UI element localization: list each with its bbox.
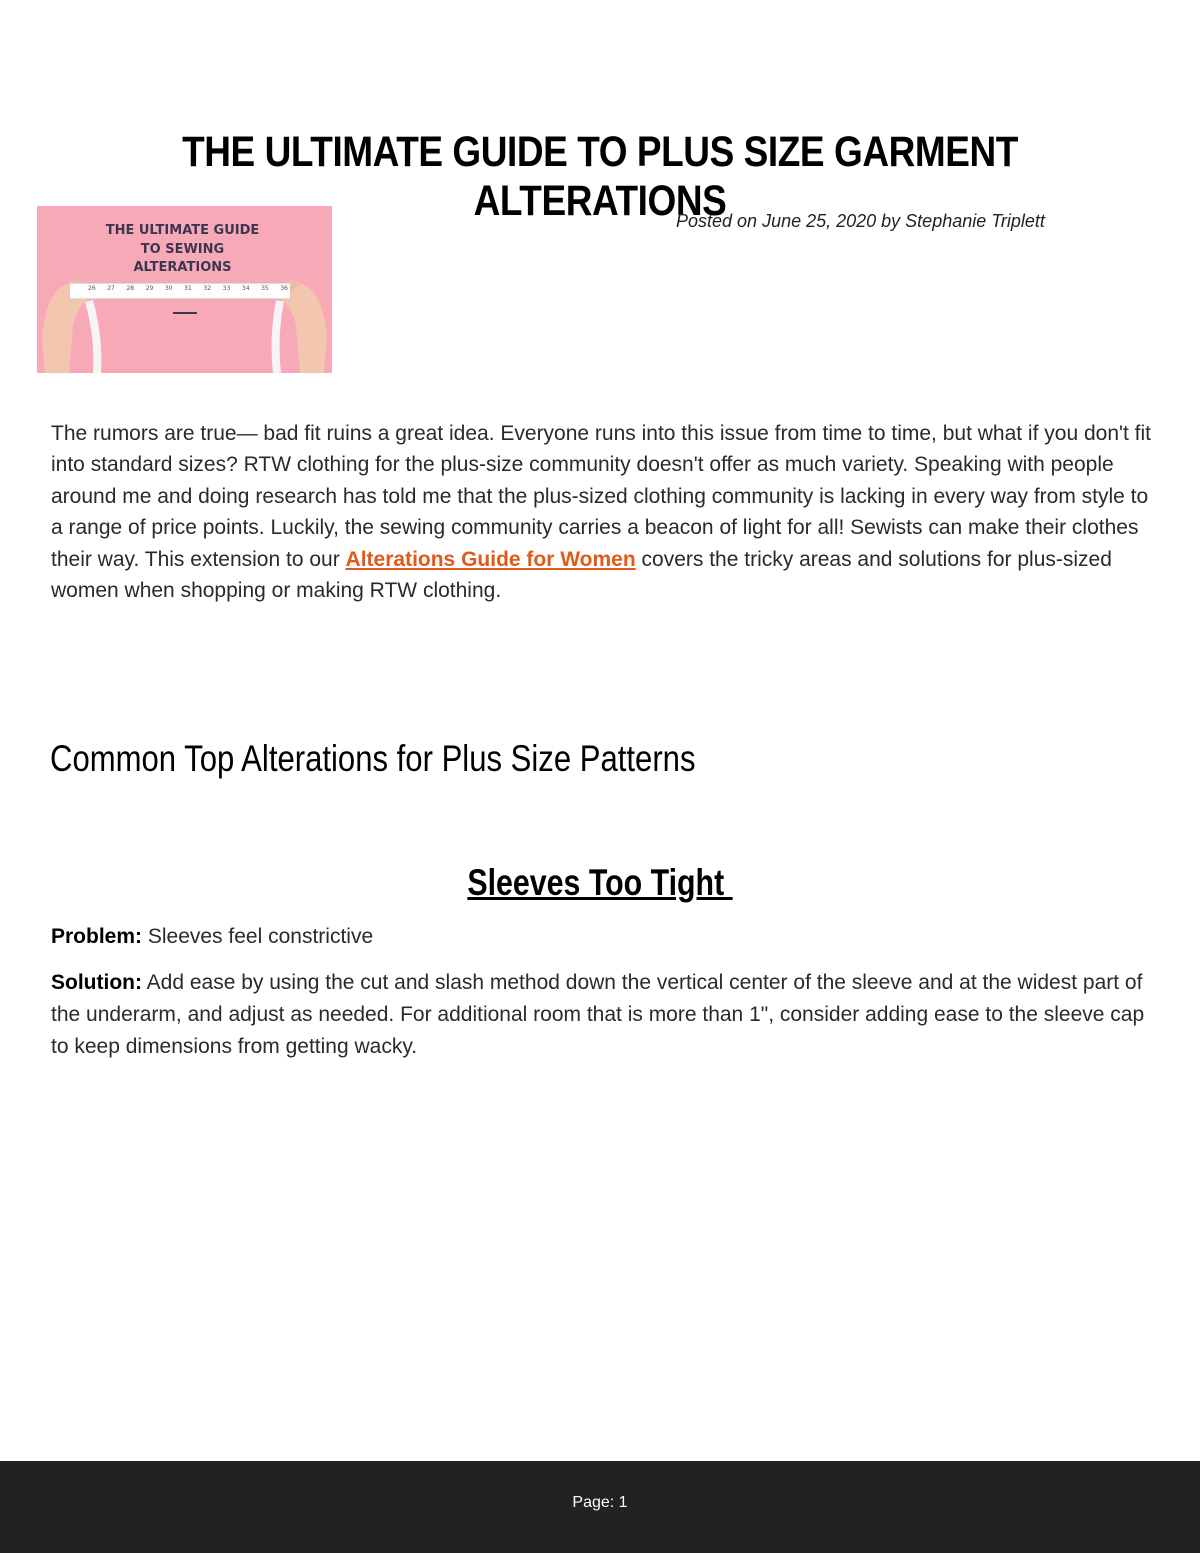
solution-label: Solution:	[51, 971, 142, 994]
page-number: Page: 1	[572, 1494, 628, 1511]
solution-paragraph: Solution: Add ease by using the cut and slash method down the vertical center of the sleeve and at the widest part of the underarm, and adjust as needed. For additional room that is more than 1", consider adding ease to the sleeve cap to keep dimensions from getting wacky.	[51, 971, 1145, 1058]
hero-image-text: THE ULTIMATE GUIDE TO SEWING ALTERATIONS	[105, 223, 260, 275]
section-heading: Common Top Alterations for Plus Size Patterns	[50, 738, 696, 779]
alterations-guide-link[interactable]: Alterations Guide for Women	[345, 547, 636, 571]
tape-number: 34	[241, 285, 250, 292]
tape-number: 31	[184, 285, 192, 292]
post-meta: Posted on June 25, 2020 by Stephanie Triplett	[676, 211, 1045, 231]
tape-number: 33	[222, 285, 231, 292]
tape-numbers	[88, 285, 288, 292]
tape-number: 35	[261, 285, 269, 292]
page-title: THE ULTIMATE GUIDE TO PLUS SIZE GARMENT ALTERATIONS	[182, 128, 1018, 225]
tape-number: 27	[107, 285, 115, 292]
page-footer	[0, 1461, 1200, 1553]
intro-paragraph: The rumors are true— bad fit ruins a great idea. Everyone runs into this issue from time to time, but what if you don't fit into standard sizes? RTW clothing for the plus-size community doesn't offer as much variety. Speaking with people around me and doing research has told me that the plus-sized clothing community is lacking in every way from style to a range of price points. Luckily, the sewing community carries a beacon of light for all! Sewists can make their clothes their way. This extension to our Alterations Guide for Women covers the tricky areas and solutions for plus-sized women when shopping or making RTW clothing.	[51, 422, 1152, 603]
tape-number: 30	[164, 285, 173, 292]
problem-label: Problem:	[51, 925, 143, 948]
problem-paragraph: Problem: Sleeves feel constrictive	[51, 925, 374, 948]
tape-number: 28	[126, 285, 135, 292]
subsection-heading: Sleeves Too Tight	[467, 862, 733, 903]
tape-number: 36	[280, 285, 288, 292]
tape-number: 29	[145, 285, 154, 292]
hero-divider	[173, 312, 197, 314]
tape-number: 32	[203, 285, 212, 292]
tape-number: 26	[88, 285, 96, 292]
